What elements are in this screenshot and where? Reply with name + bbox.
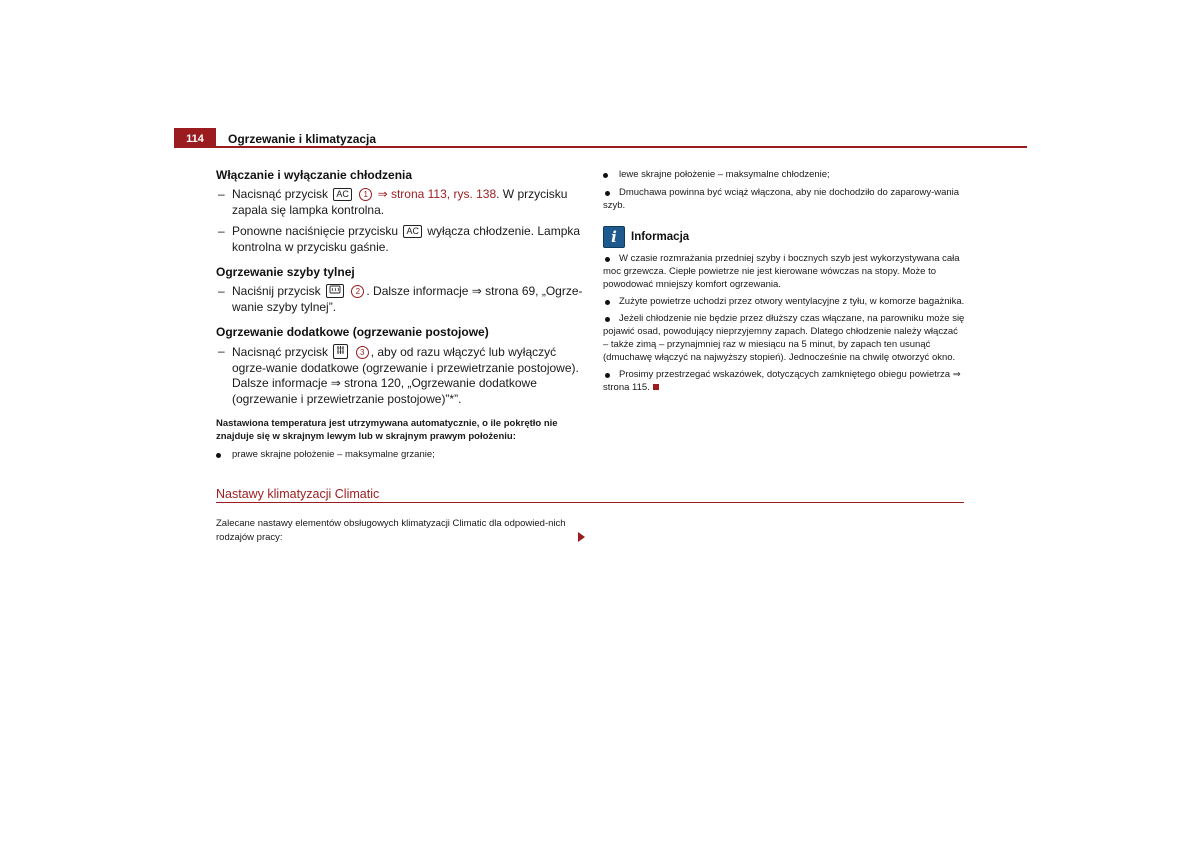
section-intro: Zalecane nastawy elementów obsługowych klimatyzacji Climatic dla odpowied-nich rodzajów pracy: xyxy=(216,518,566,543)
info-text: Zużyte powietrze uchodzi przez otwory wentylacyjne z tyłu, w komorze bagażnika. xyxy=(619,296,965,307)
step-cooling-on xyxy=(216,187,584,218)
auxiliary-heating-icon xyxy=(333,344,348,359)
temperature-note: Nastawiona temperatura jest utrzymywana automatycznie, o ile pokrętło nie znajduje się w skrajnym lewym lub w skrajnym prawym położeniu: xyxy=(216,418,558,442)
bullet-dot xyxy=(605,257,610,262)
info-text: Jeżeli chłodzenie nie będzie przez dłuższy czas włączane, na parowniku może się pojawić osad, powodujący nieprzyjemny zapach. Dlatego chłodzenie należy włączać – także zimą – przynajmniej raz w miesiącu na 5 minut, by zapach ten usunąć (dmuchawę włączyć na najwyższy stopień). Jednocześnie na chwilę otworzyć okno. xyxy=(603,313,965,363)
ac-key-symbol: AC xyxy=(403,225,422,238)
step-text: Naciśnij przycisk xyxy=(232,284,321,298)
ac-key-symbol: AC xyxy=(333,188,352,201)
dash: – xyxy=(218,224,225,238)
info-item xyxy=(603,252,965,291)
continue-arrow-icon xyxy=(578,532,585,542)
step-text: Nacisnąć przycisk xyxy=(232,345,329,359)
left-column xyxy=(216,168,584,466)
callout-number: 2 xyxy=(351,285,364,298)
info-item xyxy=(603,295,965,308)
section-title: Nastawy klimatyzacji Climatic xyxy=(216,487,380,501)
heading-rear-window: Ogrzewanie szyby tylnej xyxy=(216,265,355,279)
bullet-dot xyxy=(605,191,610,196)
bullet-item xyxy=(603,186,965,212)
bullet-item xyxy=(216,448,584,461)
section-cooling xyxy=(216,168,584,255)
bullet-dot xyxy=(216,453,221,458)
step-text: Ponowne naciśnięcie przycisku xyxy=(232,224,399,238)
bullet-dot xyxy=(605,317,610,322)
dash: – xyxy=(218,344,225,358)
section-rule xyxy=(216,502,964,503)
info-text: W czasie rozmrażania przedniej szyby i bocznych szyb jest wykorzystywana cała moc grzewcza. Ciepłe powietrze nie jest kierowane wówczas na stopy. Może to powodować mniejszy komfort ogrzewania. xyxy=(603,253,960,290)
heading-cooling: Włączanie i wyłączanie chłodzenia xyxy=(216,168,413,182)
step-text: Nacisnąć przycisk xyxy=(232,187,329,201)
page-title: Ogrzewanie i klimatyzacja xyxy=(228,132,377,146)
step-text: . Dalsze informacje ⇒ strona 69, „Ogrze-wanie szyby tylnej”. xyxy=(232,284,583,314)
bullet-text: Dmuchawa powinna być wciąż włączona, aby nie dochodziło do zaparowy-wania szyb. xyxy=(603,187,960,211)
rear-window-heating-icon xyxy=(326,284,344,298)
step-cooling-off xyxy=(216,224,584,255)
bullet-dot xyxy=(603,173,608,178)
end-of-section-icon xyxy=(653,384,659,390)
info-icon: i xyxy=(603,226,625,248)
section-rear-window xyxy=(216,265,584,315)
heading-aux-heating: Ogrzewanie dodatkowe (ogrzewanie postojowe) xyxy=(216,325,489,339)
dash: – xyxy=(218,284,225,298)
step-text: wyłącza chłodzenie. Lampka kontrolna w przycisku gaśnie. xyxy=(232,224,581,254)
bullet-text: prawe skrajne położenie – maksymalne grzanie; xyxy=(232,449,435,460)
bullet-item xyxy=(603,168,965,181)
dash: – xyxy=(218,187,225,201)
info-title: Informacja xyxy=(631,231,690,243)
info-item xyxy=(603,312,965,364)
callout-number: 3 xyxy=(356,346,369,359)
callout-number: 1 xyxy=(359,188,372,201)
step-text: . W przycisku zapala się lampka kontrolna. xyxy=(232,187,568,217)
step-aux-heating xyxy=(216,344,584,407)
bullet-text: lewe skrajne położenie – maksymalne chłodzenie; xyxy=(619,169,830,180)
info-header xyxy=(603,226,965,248)
page-reference-link[interactable]: ⇒ strona 113, rys. 138 xyxy=(377,187,497,201)
bullet-dot xyxy=(605,300,610,305)
step-rear-window xyxy=(216,284,584,315)
right-column xyxy=(603,168,965,398)
header-rule xyxy=(174,146,1027,148)
info-text: Prosimy przestrzegać wskazówek, dotyczących zamkniętego obiegu powietrza ⇒ strona 115. xyxy=(603,369,961,393)
info-item xyxy=(603,368,965,394)
step-text: , aby od razu włączyć lub wyłączyć ogrze-wanie dodatkowe (ogrzewanie i przewietrzanie postojowe). Dalsze informacje ⇒ strona 120, „Ogrzewanie dodatkowe (ogrzewanie i przewietrzanie postojowe)”*”. xyxy=(232,345,579,406)
page-number: 114 xyxy=(174,128,216,148)
bullet-dot xyxy=(605,373,610,378)
section-aux-heating xyxy=(216,325,584,407)
